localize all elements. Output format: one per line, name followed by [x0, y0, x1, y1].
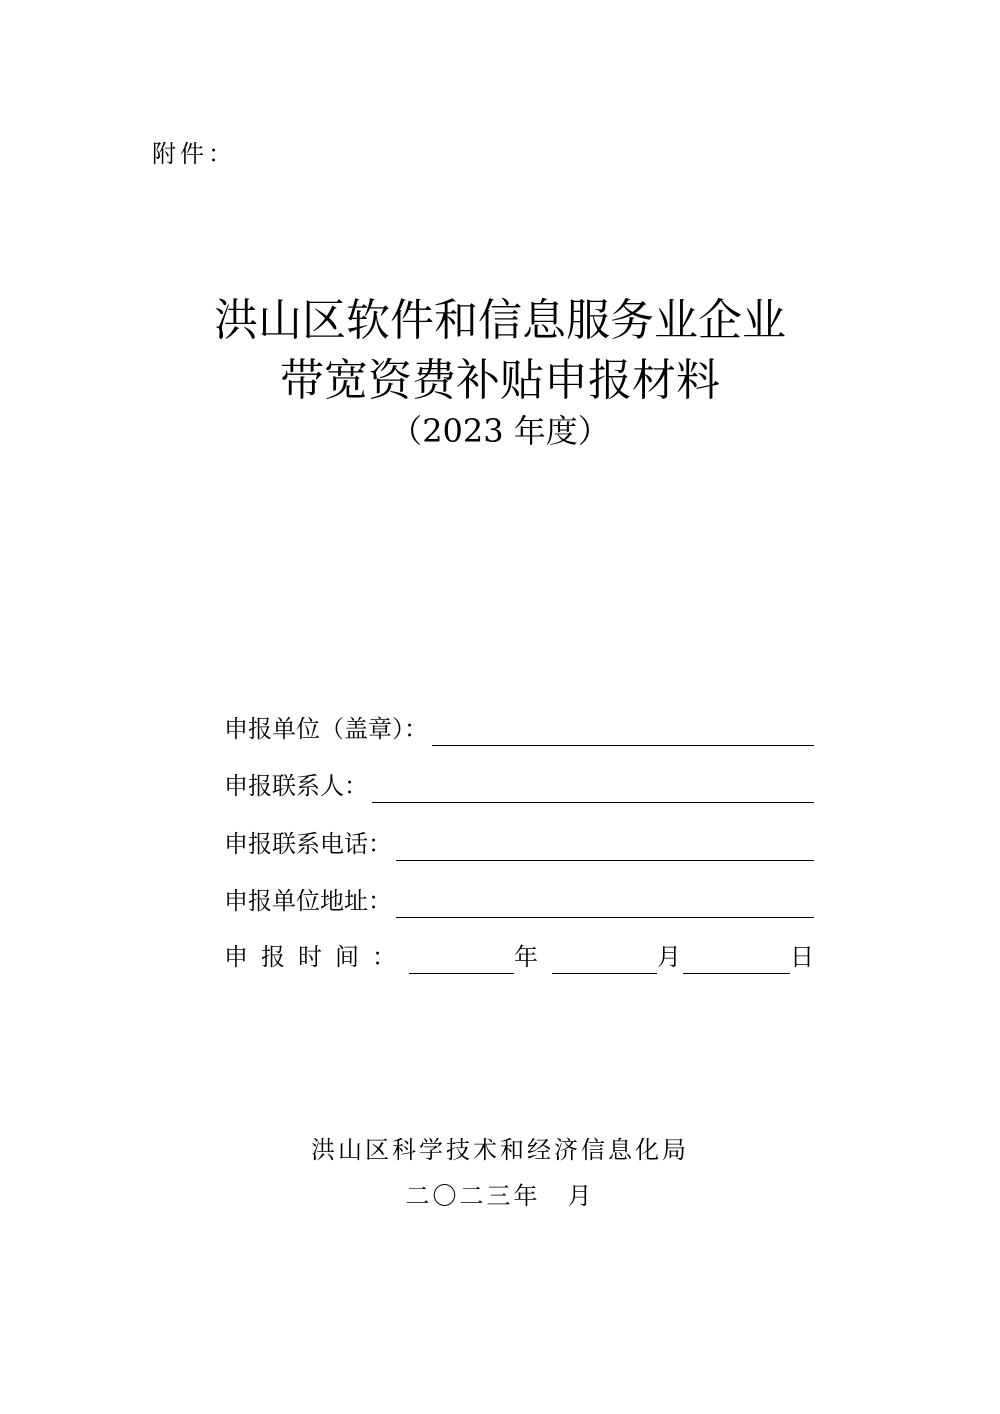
date-year-field[interactable]	[409, 943, 514, 974]
date-label: 申报时间：	[224, 943, 409, 971]
date-day-field[interactable]	[683, 943, 790, 974]
document-year: （2023 年度）	[390, 412, 610, 450]
phone-field[interactable]	[396, 830, 814, 861]
contact-label: 申报联系人：	[224, 772, 368, 800]
contact-field[interactable]	[372, 772, 814, 803]
document-title-line-2: 带宽资费补贴申报材料	[280, 355, 720, 406]
phone-label: 申报联系电话：	[224, 830, 392, 858]
form-row-phone	[224, 825, 814, 861]
year-unit: 年	[514, 943, 538, 971]
month-unit: 月	[657, 943, 681, 971]
document-title-line-1: 洪山区软件和信息服务业企业	[214, 295, 786, 346]
date-month-field[interactable]	[552, 943, 657, 974]
day-unit: 日	[789, 943, 814, 971]
form-row-date	[224, 938, 814, 974]
attachment-label: 附件：	[152, 140, 236, 168]
issue-date: 二〇二三年 月	[405, 1182, 595, 1210]
address-label: 申报单位地址：	[224, 887, 392, 915]
unit-label: 申报单位（盖章）：	[224, 715, 428, 743]
unit-field[interactable]	[432, 715, 814, 746]
address-field[interactable]	[396, 887, 814, 918]
form-row-address	[224, 882, 814, 918]
form-row-unit	[224, 710, 814, 746]
issuer-name: 洪山区科学技术和经济信息化局	[311, 1136, 689, 1164]
form-row-contact	[224, 767, 814, 803]
